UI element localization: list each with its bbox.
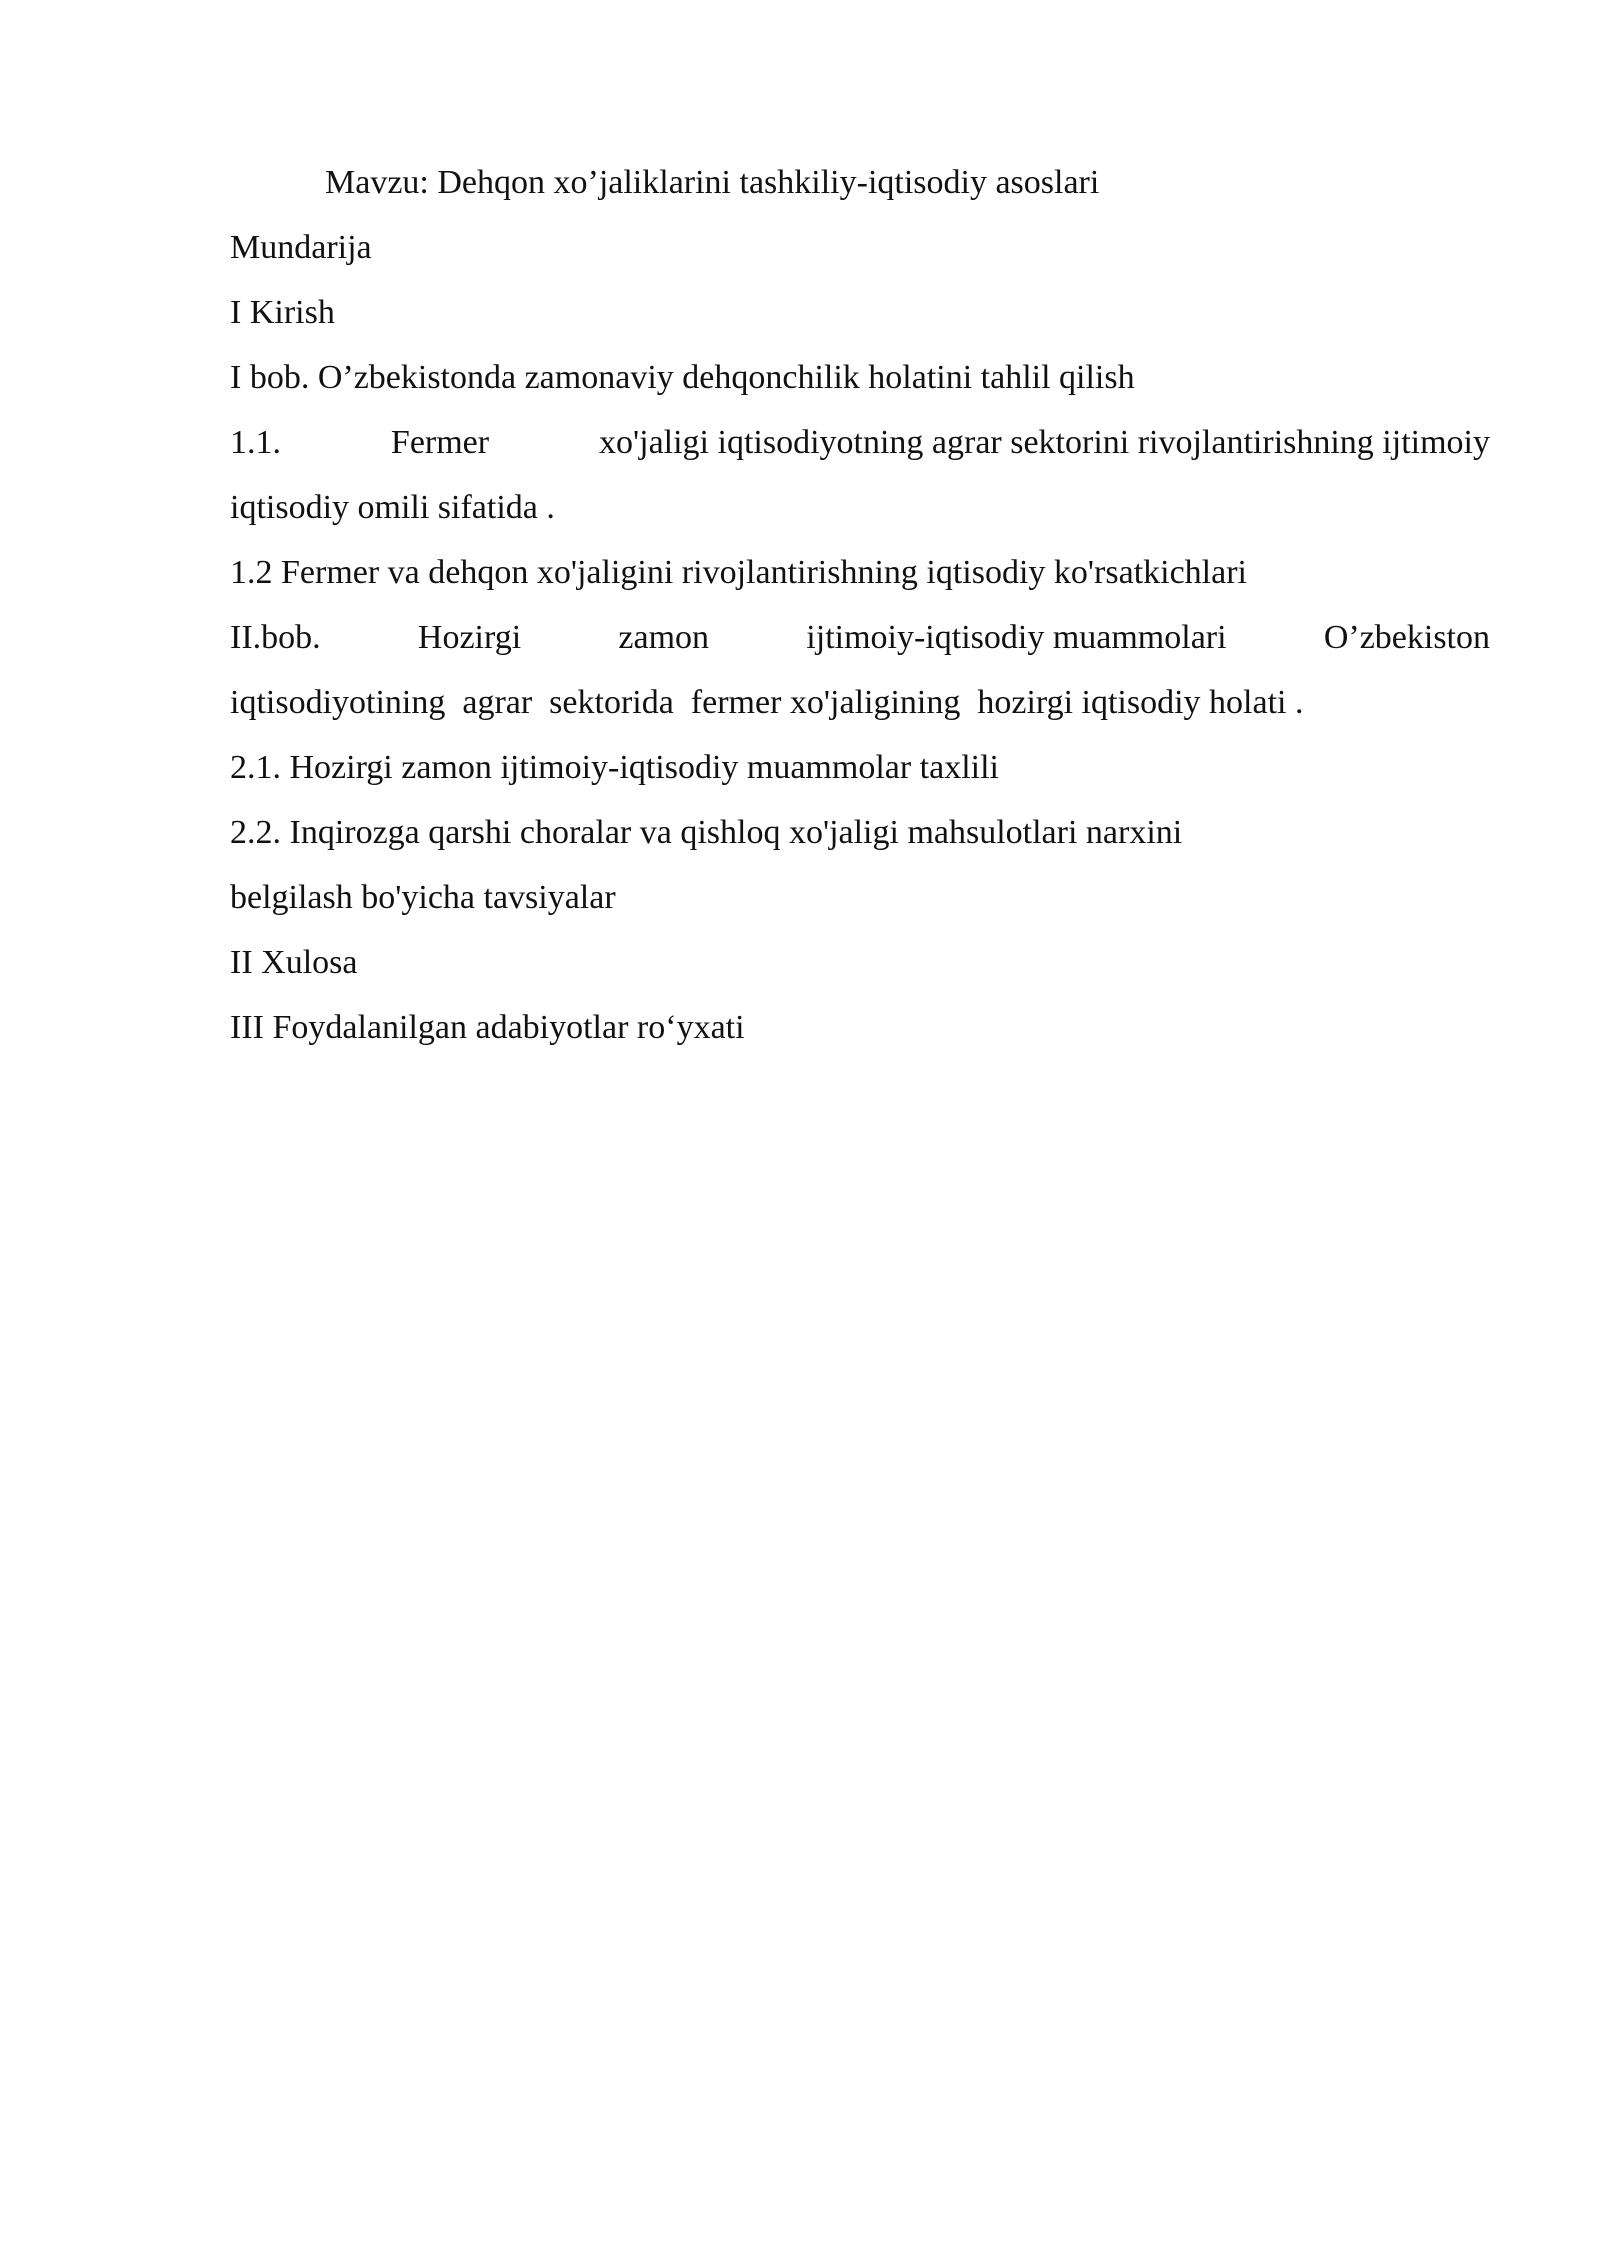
toc-item-chapter-2 (230, 605, 1490, 670)
chapter-2-word-1: II.bob. (230, 619, 321, 656)
toc-item-references: III Foydalanilgan adabiyotlar ro‘yxati (230, 1009, 745, 1046)
chapter-2-word-2: Hozirgi (417, 619, 522, 656)
section-2-2-continuation: belgilash bo'yicha tavsiyalar (230, 879, 616, 916)
chapter-2-word-4: ijtimoiy-iqtisodiy muammolari (806, 619, 1227, 656)
chapter-2-word-5: O’zbekiston (1323, 619, 1490, 656)
chapter-2-word-3: zamon (618, 619, 710, 656)
toc-item-section-2-1: 2.1. Hozirgi zamon ijtimoiy-iqtisodiy muammolar taxlili (230, 749, 1000, 786)
toc-item-section-2-2: 2.2. Inqirozga qarshi choralar va qishloq xo'jaligi mahsulotlari narxini (230, 814, 1183, 851)
document-title: Mavzu: Dehqon xo’jaliklarini tashkiliy-iqtisodiy asoslari (325, 164, 1100, 201)
section-1-1-text: xo'jaligi iqtisodiyotning agrar sektorini rivojlantirishning ijtimoiy (599, 424, 1490, 461)
section-1-1-continuation: iqtisodiy omili sifatida . (230, 489, 555, 526)
toc-item-chapter-1: I bob. O’zbekistonda zamonaviy dehqonchilik holatini tahlil qilish (230, 359, 1135, 396)
toc-item-conclusion: II Xulosa (230, 944, 358, 981)
section-1-1-number: 1.1. (230, 424, 281, 461)
toc-item-section-1-2: 1.2 Fermer va dehqon xo'jaligini rivojlantirishning iqtisodiy ko'rsatkichlari (230, 554, 1247, 591)
toc-heading: Mundarija (230, 229, 372, 266)
toc-item-intro: I Kirish (230, 294, 335, 331)
toc-item-section-1-1 (230, 410, 1490, 475)
section-1-1-word: Fermer (390, 424, 490, 461)
chapter-2-continuation: iqtisodiyotining agrar sektorida fermer xo'jaligining hozirgi iqtisodiy holati . (230, 684, 1304, 721)
document-body (230, 150, 1490, 1060)
